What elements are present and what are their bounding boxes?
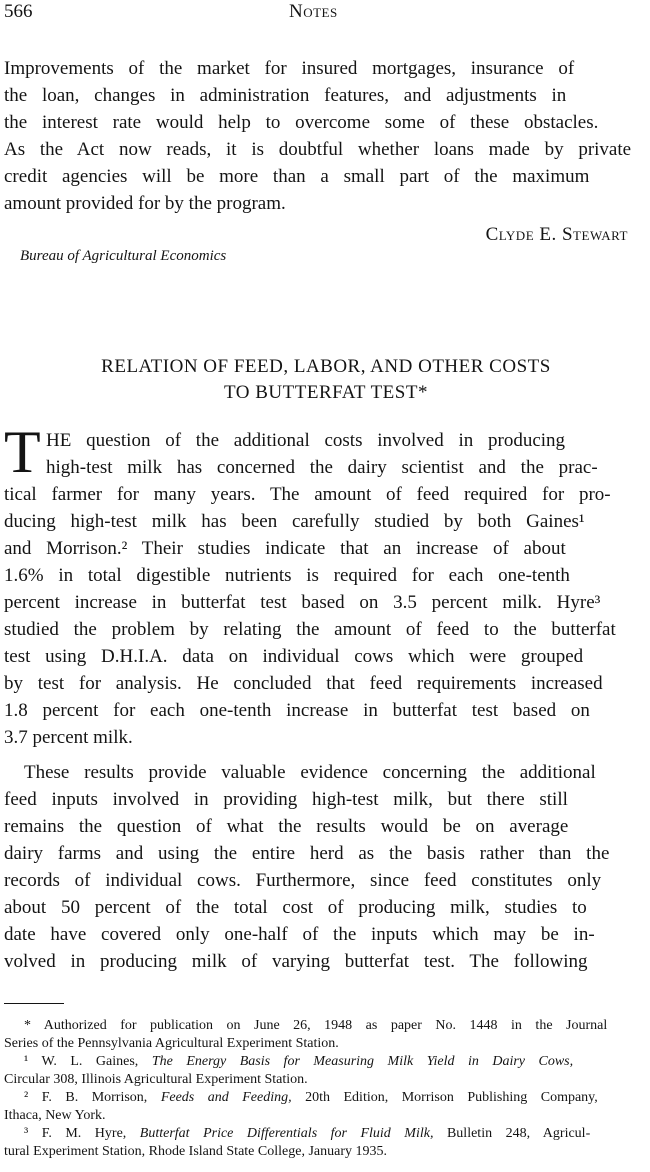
body-line: 1.8 percent for each one-tenth increase in butterfat test based on	[4, 700, 590, 721]
cited-title: The Energy Basis for Measuring Milk Yield in Dairy Cows,	[151, 1054, 574, 1069]
footnote-1: ¹ W. L. Gaines, The Energy Basis for Measuring Milk Yield in Dairy Cows,	[24, 1054, 574, 1069]
body-line: about 50 percent of the total cost of producing milk, studies to	[4, 897, 587, 918]
footnote-3: ³ F. M. Hyre, Butterfat Price Differentials for Fluid Milk, Bulletin 248, Agricul-	[24, 1126, 591, 1141]
body-line: studied the problem by relating the amount of feed to the butterfat	[4, 619, 616, 640]
body-line: and Morrison.² Their studies indicate that an increase of about	[4, 538, 566, 559]
article-title-line-2: TO BUTTERFAT TEST*	[224, 382, 428, 403]
body-line: These results provide valuable evidence concerning the additional	[24, 762, 596, 783]
author-affiliation: Bureau of Agricultural Economics	[20, 248, 227, 264]
body-line: HE question of the additional costs involved in producing	[46, 430, 566, 451]
body-line: credit agencies will be more than a small part of the maximum	[4, 166, 590, 187]
article-title-line-1: RELATION OF FEED, LABOR, AND OTHER COSTS	[101, 356, 551, 377]
body-line: feed inputs involved in providing high-test milk, but there still	[4, 789, 568, 810]
footnote-star-cont: Series of the Pennsylvania Agricultural Experiment Station.	[4, 1036, 339, 1051]
body-line: dairy farms and using the entire herd as the basis rather than the	[4, 843, 610, 864]
cited-title: Feeds and Feeding,	[160, 1090, 292, 1105]
body-line: by test for analysis. He concluded that feed requirements increased	[4, 673, 603, 694]
footnote-star: * Authorized for publication on June 26, 1948 as paper No. 1448 in the Journal	[24, 1018, 608, 1033]
footnote-2: ² F. B. Morrison, Feeds and Feeding, 20th Edition, Morrison Publishing Company,	[24, 1090, 598, 1105]
body-line: test using D.H.I.A. data on individual cows which were grouped	[4, 646, 584, 667]
running-head: Notes	[289, 1, 338, 22]
body-line: percent increase in butterfat test based on 3.5 percent milk. Hyre³	[4, 592, 601, 613]
body-line: the loan, changes in administration features, and adjustments in	[4, 85, 567, 106]
body-line: high-test milk has concerned the dairy scientist and the prac-	[46, 457, 598, 478]
body-line: Improvements of the market for insured mortgages, insurance of	[4, 58, 575, 79]
footnote-3-cont: tural Experiment Station, Rhode Island State College, January 1935.	[4, 1144, 387, 1159]
footnote-2-cont: Ithaca, New York.	[4, 1108, 106, 1123]
body-line-last: amount provided for by the program.	[4, 193, 286, 214]
body-line: volved in producing milk of varying butterfat test. The following	[4, 951, 588, 972]
body-line: As the Act now reads, it is doubtful whether loans made by private	[4, 139, 632, 160]
body-line: the interest rate would help to overcome some of these obstacles.	[4, 112, 599, 133]
page-number: 566	[4, 1, 33, 22]
body-line: records of individual cows. Furthermore, since feed constitutes only	[4, 870, 602, 891]
body-line: date have covered only one-half of the inputs which may be in-	[4, 924, 595, 945]
footnote-1-cont: Circular 308, Illinois Agricultural Experiment Station.	[4, 1072, 308, 1087]
author-signature: Clyde E. Stewart	[485, 224, 628, 245]
body-line-last: 3.7 percent milk.	[4, 727, 133, 748]
drop-cap: T	[4, 419, 41, 485]
journal-page	[4, 0, 648, 1159]
body-line: tical farmer for many years. The amount of feed required for pro-	[4, 484, 611, 505]
body-line: remains the question of what the results would be on average	[4, 816, 569, 837]
cited-title: Butterfat Price Differentials for Fluid Milk,	[139, 1126, 434, 1141]
body-line: ducing high-test milk has been carefully studied by both Gaines¹	[4, 511, 585, 532]
page-header	[4, 0, 648, 40]
body-line: 1.6% in total digestible nutrients is required for each one-tenth	[4, 565, 570, 586]
footnote-divider	[4, 1003, 64, 1004]
